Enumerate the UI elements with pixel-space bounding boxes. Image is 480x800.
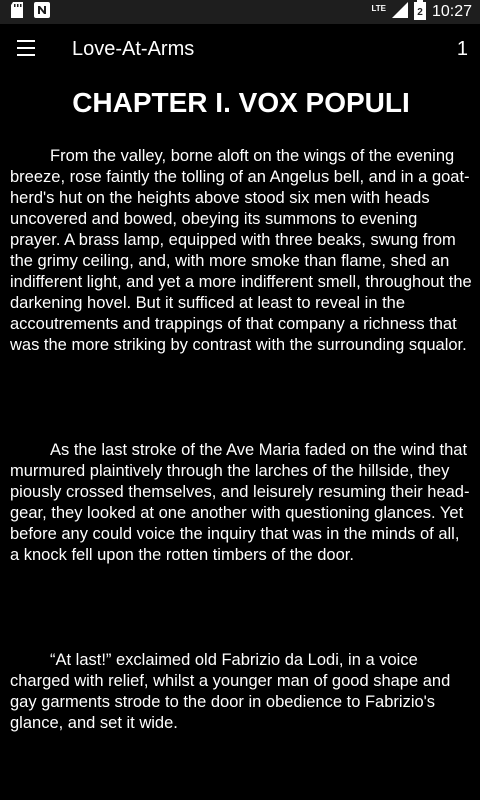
- chapter-title: CHAPTER I. VOX POPULI: [72, 87, 410, 118]
- paragraph-1: From the valley, borne aloft on the wings of the evening breeze, rose faintly the tolling of an Angelus bell, and in a goat-herd's hut on the heights above stood six men with heads uncovered and bowed, obeying its summons to evening prayer. A brass lamp, equipped with three beaks, swung from the grimy ceiling, and, with more smoke than flame, shed an indifferent light, and yet a more indifferent smell, throughout the darkening hovel. But it sufficed at least to reveal in the accoutrements and trappings of that company a richness that was the more striking by contrast with the surrounding squalor.: [10, 147, 472, 354]
- app-title: Love-At-Arms: [72, 38, 195, 60]
- paragraph-3: “At last!” exclaimed old Fabrizio da Lodi, in a voice charged with relief, whilst a younger man of good shape and gay garments strode to the door in obedience to Fabrizio's glance, and set it wide.: [10, 651, 451, 732]
- paragraph-2: As the last stroke of the Ave Maria faded on the wind that murmured plaintively through the larches of the hillside, they piously crossed themselves, and leisurely resuming their head-gear, they looked at one another with questioning glances. Yet before any could voice the inquiry that was in the minds of all, a knock fell upon the rotten timbers of the door.: [10, 441, 470, 564]
- battery-level: 2: [417, 6, 423, 18]
- battery-icon: [414, 0, 426, 25]
- sd-card-icon: [10, 2, 24, 23]
- status-bar-right: [371, 0, 472, 24]
- status-bar: [0, 0, 480, 24]
- toolbar: [0, 24, 480, 76]
- status-clock: 10:27: [431, 3, 472, 20]
- page-number: 1: [456, 38, 468, 60]
- network-type: LTE: [371, 3, 386, 13]
- hamburger-menu-icon[interactable]: [16, 40, 40, 60]
- reader-content[interactable]: [10, 76, 472, 800]
- n-notification-icon: [34, 2, 50, 23]
- signal-icon: [392, 2, 408, 23]
- status-bar-left-icons: [10, 3, 50, 21]
